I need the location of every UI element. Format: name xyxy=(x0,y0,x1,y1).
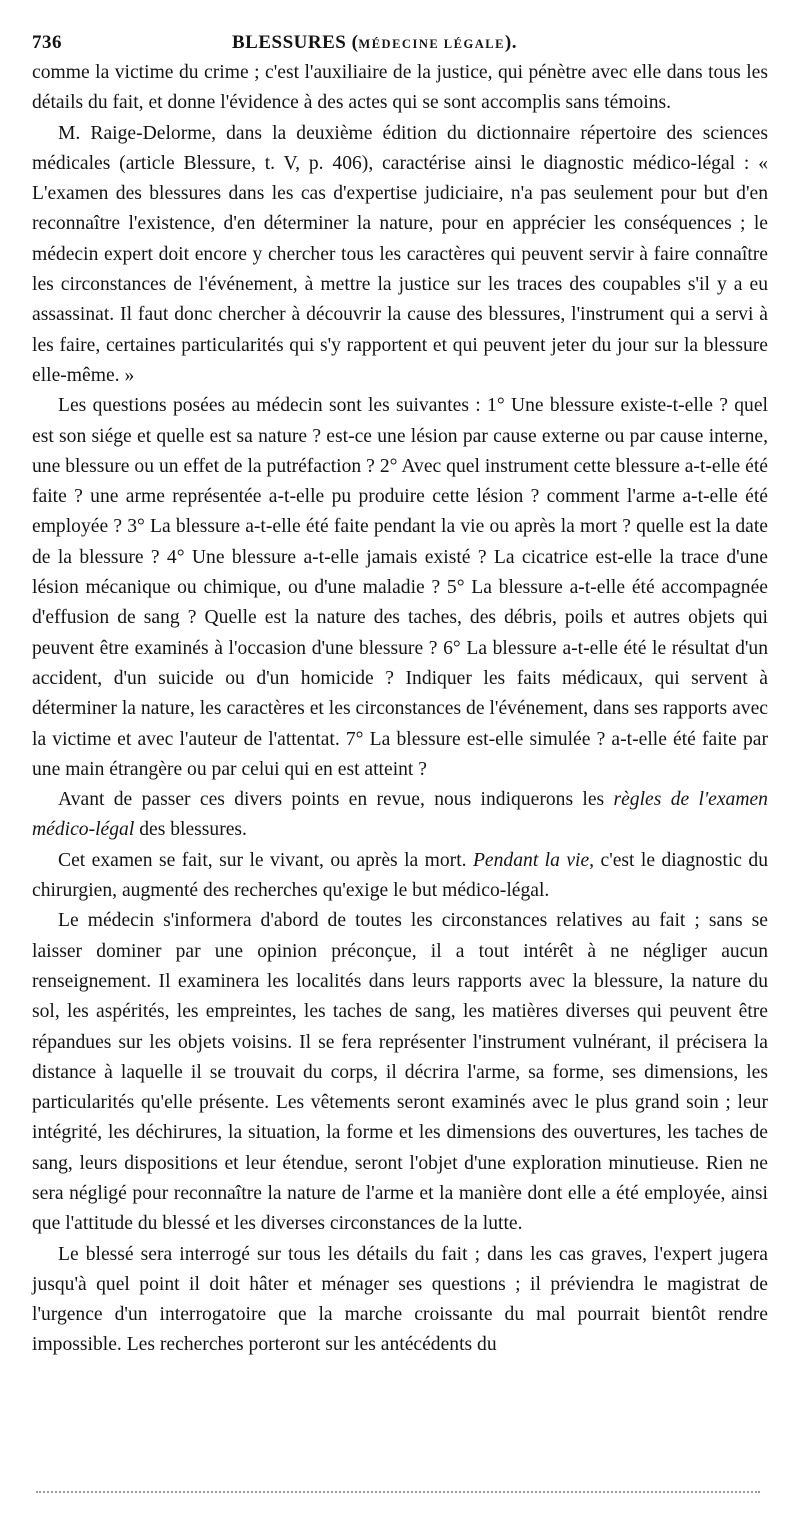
paragraph-text: c'est le diagnostic du chirurgien, augmenté des recherches qu'exige le but médico-légal. xyxy=(32,849,768,902)
running-close: ). xyxy=(504,32,517,53)
running-subtitle: MÉDECINE LÉGALE xyxy=(358,37,505,51)
paragraph-questions: Les questions posées au médecin sont les suivantes : 1° Une blessure existe-t-elle ? quel est son siége et quelle est sa nature ? est-ce une lésion par cause externe ou par cause interne, une blessure ou un effet de la putréfaction ? 2° Avec quel instrument cette blessure a-t-elle été faite ? une arme représentée a-t-elle pu produire cette lésion ? comment l'arme a-t-elle été employée ? 3° La blessure a-t-elle été faite pendant la vie ou après la mort ? quelle est la date de la blessure ? 4° Une blessure a-t-elle jamais existé ? La cicatrice est-elle la trace d'une lésion mécanique ou chimique, ou d'une maladie ? 5° La blessure a-t-elle été accompagnée d'effusion de sang ? Quelle est la nature des taches, des débris, poils et autres objets qui peuvent être examinés à l'occasion d'une blessure ? 6° La blessure a-t-elle été le résultat d'un accident, d'un suicide ou d'un homicide ? Indiquer les faits médicaux, qui servent à déterminer la nature, les caractères et les circonstances de l'événement, dans ses rapports avec la victime et avec l'auteur de l'attentat. 7° La blessure est-elle simulée ? a-t-elle été faite par une main étrangère ou par celui qui en est atteint ? xyxy=(32,395,768,780)
footer-rule xyxy=(36,1491,760,1493)
paragraph-interrogation: Le blessé sera interrogé sur tous les détails du fait ; dans les cas graves, l'expert jugera jusqu'à quel point il doit hâter et ménager ses questions ; il préviendra le magistrat de l'urgence d'un interrogatoire que la marche croissante du mal pourrait bientôt rendre impossible. Les recherches porteront sur les antécédents du xyxy=(32,1243,768,1356)
paragraph-rules-intro xyxy=(32,785,768,846)
italic-phrase: Pendant la vie, xyxy=(472,849,595,871)
body-text xyxy=(32,58,768,1361)
page-header xyxy=(32,28,768,58)
paragraph-continuation: comme la victime du crime ; c'est l'auxiliaire de la justice, qui pénètre avec elle dans tous les détails du fait, et donne l'évidence à des actes qui se sont accomplis sans témoins. xyxy=(32,62,768,114)
paragraph-text: des blessures. xyxy=(134,819,247,841)
paragraph-text: Avant de passer ces divers points en revue, nous indiquerons les xyxy=(58,789,614,811)
paragraph-raige-delorme-quote: M. Raige-Delorme, dans la deuxième édition du dictionnaire répertoire des sciences médicales (article Blessure, t. V, p. 406), caractérise ainsi le diagnostic médico-légal : « L'examen des blessures dans les cas d'expertise judiciaire, n'a pas seulement pour but d'en reconnaître l'existence, d'en déterminer la nature, pour en apprécier les conséquences ; le médecin expert doit encore y chercher tous les caractères qui peuvent servir à faire connaître les circonstances de l'événement, à mettre la justice sur les traces des coupables s'il y a eu assassinat. Il faut donc chercher à découvrir la cause des blessures, l'instrument qui a servi à les faire, certaines particularités qui s'y rapportent et qui peuvent jeter du jour sur la blessure elle-même. » xyxy=(32,122,768,386)
running-head xyxy=(232,32,517,54)
paragraph-examination xyxy=(32,846,768,907)
page xyxy=(32,28,768,1361)
paragraph-text: Cet examen se fait, sur le vivant, ou après la mort. xyxy=(58,849,473,871)
paragraph-circumstances: Le médecin s'informera d'abord de toutes les circonstances relatives au fait ; sans se laisser dominer par une opinion préconçue, il a tout intérêt à ne négliger aucun renseignement. Il examinera les localités dans leurs rapports avec la blessure, la nature du sol, les aspérités, les empreintes, les taches de sang, les matières diverses qui peuvent être répandues sur les objets voisins. Il se fera représenter l'instrument vulnérant, il précisera la distance à laquelle il se trouvait du corps, il décrira l'arme, sa forme, ses dimensions, les particularités qu'elle présente. Les vêtements seront examinés avec le plus grand soin ; leur intégrité, les déchirures, la situation, la forme et les dimensions des ouvertures, les taches de sang, leurs dispositions et leur étendue, seront l'objet d'une exploration minutieuse. Rien ne sera négligé pour reconnaître la nature de l'arme et la manière dont elle a été employée, ainsi que l'attitude du blessé et les diverses circonstances de la lutte. xyxy=(32,910,768,1235)
running-title: BLESSURES ( xyxy=(232,32,359,53)
italic-phrase: règles de l'examen médico-légal xyxy=(32,789,768,841)
page-number: 736 xyxy=(32,32,62,53)
